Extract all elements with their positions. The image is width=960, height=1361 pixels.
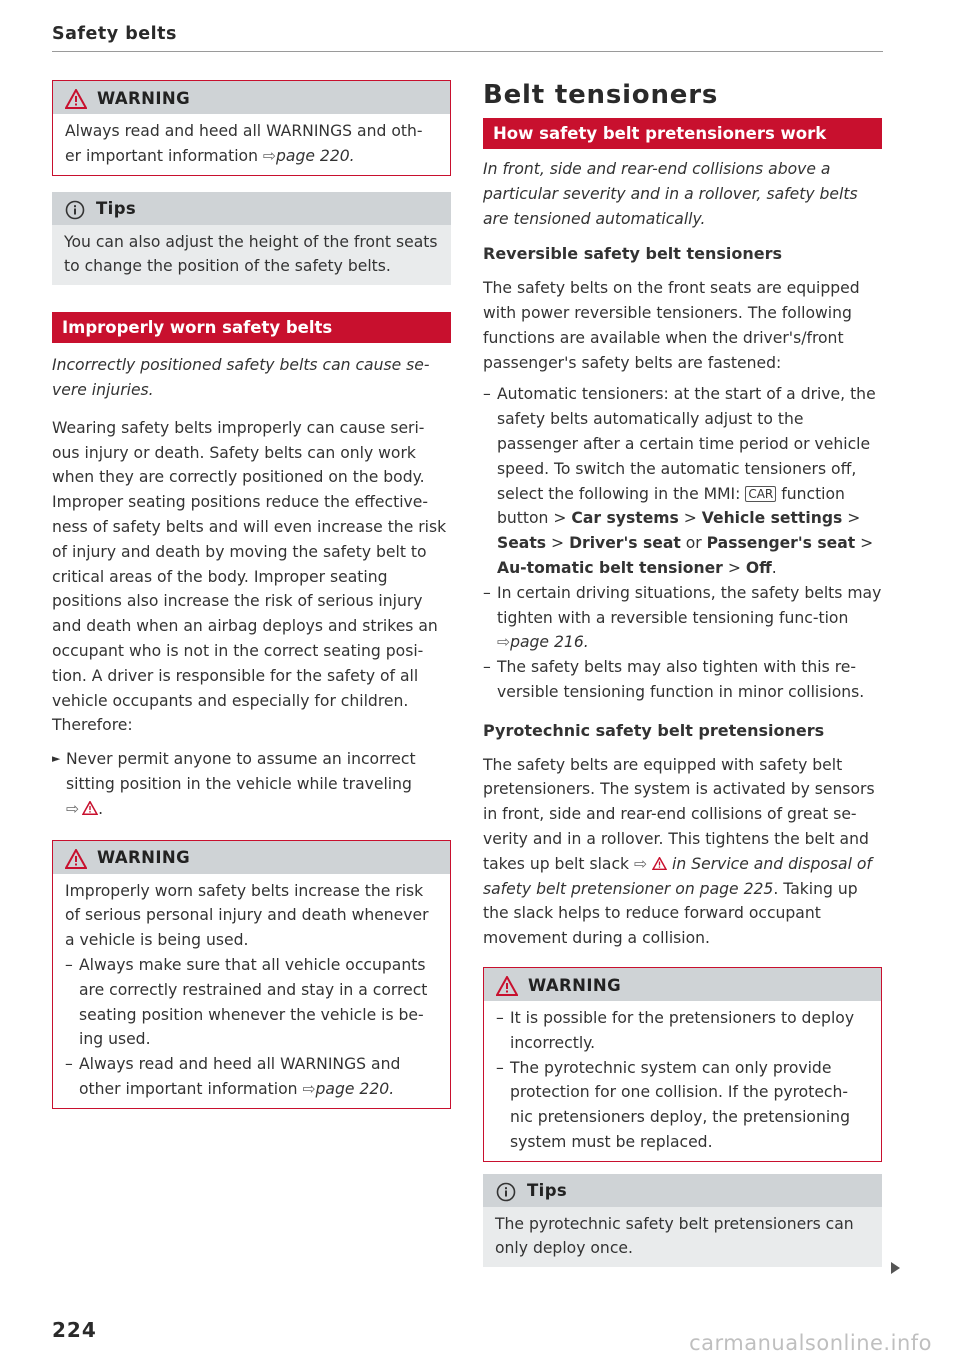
menu-path-item: Au-tomatic belt tensioner: [497, 558, 723, 577]
reference-arrow-icon: ⇨: [262, 146, 276, 165]
page-number: 224: [52, 1318, 97, 1342]
warning-box-2-text: Improperly worn safety belts increase the risk of serious personal injury and death whenever a vehicle is being used.: [65, 881, 429, 950]
tips-box-2-title: Tips: [527, 1181, 568, 1201]
tips-box-1: [52, 192, 451, 286]
warning-box-3: [483, 967, 882, 1162]
warning-triangle-icon: [65, 849, 87, 869]
warning-box-3-title: WARNING: [528, 975, 622, 995]
warning-box-1-text: Always read and heed all WARNINGS and oth-er important information: [65, 122, 423, 165]
paragraph-text: . Taking up the slack helps to reduce forward occupant movement during a collision.: [483, 879, 858, 948]
menu-path-item: Passenger's seat: [706, 534, 856, 553]
list-item: – The safety belts may also tighten with this re-versible tensioning function in minor collisions.: [483, 655, 882, 705]
reference-arrow-icon: ⇨: [66, 799, 80, 818]
bullet-arrow-icon: ►: [52, 752, 61, 766]
warning-triangle-icon: [82, 801, 98, 815]
paragraph-pyrotechnic: [483, 753, 882, 951]
list-item: [483, 581, 882, 655]
list-item-text: .: [771, 558, 777, 577]
watermark: carmanualsonline.info: [689, 1331, 932, 1355]
menu-path-item: Off: [745, 558, 772, 577]
menu-path-item: Driver's seat: [569, 534, 681, 553]
menu-separator: >: [678, 509, 702, 528]
section-body: Wearing safety belts improperly can cause seri-ous injury or death. Safety belts can only work when they are correctly positioned on the body. Improper seating positions reduce the effective-ness of safety belts and will even increase the risk of injury and death by moving the safety belt to critical areas of the body. Improper seating positions also increase the risk of serious injury and death when an airbag deploys and strikes an occupant who is not in the correct seating posi-tion. A driver is responsible for the safety of all vehicle occupants and especially for children. Therefore:: [52, 418, 447, 735]
warning-list-item: [65, 1052, 438, 1102]
running-header: Safety belts: [52, 24, 177, 44]
warning-list-item-text: Always read and heed all WARNINGS and other important information: [79, 1055, 401, 1098]
left-column: [52, 80, 451, 1109]
menu-separator: >: [855, 534, 874, 553]
subheading-reversible: Reversible safety belt tensioners: [483, 244, 783, 264]
section-intro: In front, side and rear-end collisions above a particular severity and in a rollover, safety belts are tensioned automatically.: [483, 160, 858, 228]
info-icon: [495, 1182, 517, 1202]
warning-box-2: [52, 840, 451, 1109]
bullet-text: Never permit anyone to assume an incorrect sitting position in the vehicle while traveling: [66, 750, 416, 793]
warning-list-item: – It is possible for the pretensioners to deploy incorrectly.: [496, 1006, 869, 1056]
list-item-text: function button >: [497, 484, 845, 528]
menu-path-item: Vehicle settings: [701, 509, 843, 528]
reference-arrow-icon: ⇨: [302, 1079, 316, 1098]
warning-box-1-body: [53, 114, 450, 175]
continue-arrow-icon: [891, 1262, 900, 1274]
warning-box-1-head: [53, 81, 450, 114]
list-item-text: Automatic tensioners: at the start of a drive, the safety belts automatically adjust to the passenger after a certain time period or vehicle speed. To switch the automatic tensioners off, select the following in the MMI:: [497, 385, 876, 503]
tips-box-1-body: You can also adjust the height of the front seats to change the position of the safety belts.: [64, 232, 438, 276]
warning-box-1: [52, 80, 451, 176]
page-reference[interactable]: page 220.: [315, 1079, 395, 1098]
reference-arrow-icon: ⇨: [634, 854, 648, 873]
section-title-improperly-worn: Improperly worn safety belts: [52, 312, 451, 343]
warning-box-3-head: [484, 968, 881, 1001]
paragraph-text: The safety belts are equipped with safety belt pretensioners. The system is activated by sensors in front, side and rear-end collisions of great se-verity and in a rollover. This tightens the belt and takes up belt slack: [483, 755, 875, 873]
list-item-text: In certain driving situations, the safety belts may tighten with a reversible tensioning func-tion: [497, 583, 882, 627]
menu-separator: >: [842, 509, 861, 528]
warning-box-3-body: [484, 1001, 881, 1161]
menu-separator: >: [546, 534, 570, 553]
car-key-label: CAR: [745, 486, 776, 502]
list-item-text: or: [680, 534, 707, 553]
subheading-pyrotechnic: Pyrotechnic safety belt pretensioners: [483, 720, 825, 740]
warning-list-item: – The pyrotechnic system can only provide protection for one collision. If the pyrotech-nic pretensioners deploy, the pretensioning system must be replaced.: [496, 1056, 869, 1155]
right-column: [483, 80, 882, 1267]
warning-box-2-title: WARNING: [97, 848, 191, 868]
warning-list-item: – Always make sure that all vehicle occupants are correctly restrained and stay in a correct seating position whenever the vehicle is be-ing used.: [65, 953, 438, 1052]
tips-box-2-head: [483, 1174, 882, 1207]
warning-triangle-icon: [652, 857, 667, 870]
section-intro: Incorrectly positioned safety belts can cause se-vere injuries.: [52, 356, 430, 399]
reference-arrow-icon: ⇨: [497, 633, 511, 652]
menu-separator: >: [722, 558, 746, 577]
tips-box-1-head: [52, 192, 451, 225]
menu-path-item: Car systems: [571, 509, 679, 528]
chapter-heading: Belt tensioners: [483, 80, 719, 110]
tips-box-2: [483, 1174, 882, 1268]
warning-box-2-head: [53, 841, 450, 874]
tips-box-1-title: Tips: [96, 199, 137, 219]
warning-box-1-title: WARNING: [97, 88, 191, 108]
section-title-how-pretensioners-work: How safety belt pretensioners work: [483, 118, 882, 149]
tips-box-2-body: The pyrotechnic safety belt pretensioners can only deploy once.: [495, 1214, 854, 1258]
paragraph-reversible: The safety belts on the front seats are equipped with power reversible tensioners. The following functions are available when the driver's/front passenger's safety belts are fastened:: [483, 279, 860, 372]
page-reference[interactable]: page 216.: [510, 633, 589, 652]
warning-box-2-body: [53, 874, 450, 1108]
list-item: [483, 382, 882, 580]
page-reference[interactable]: page 220.: [276, 146, 355, 165]
warning-triangle-icon: [65, 89, 87, 109]
header-rule: [52, 51, 883, 52]
warning-triangle-icon: [496, 976, 518, 996]
bullet-item: ► Never permit anyone to assume an incorrect sitting position in the vehicle while traveling ⇨ .: [52, 747, 451, 821]
page-reference[interactable]: in Service and disposal of safety belt pretensioner on page 225: [483, 854, 872, 898]
info-icon: [64, 200, 86, 220]
menu-path-item: Seats: [497, 534, 547, 553]
